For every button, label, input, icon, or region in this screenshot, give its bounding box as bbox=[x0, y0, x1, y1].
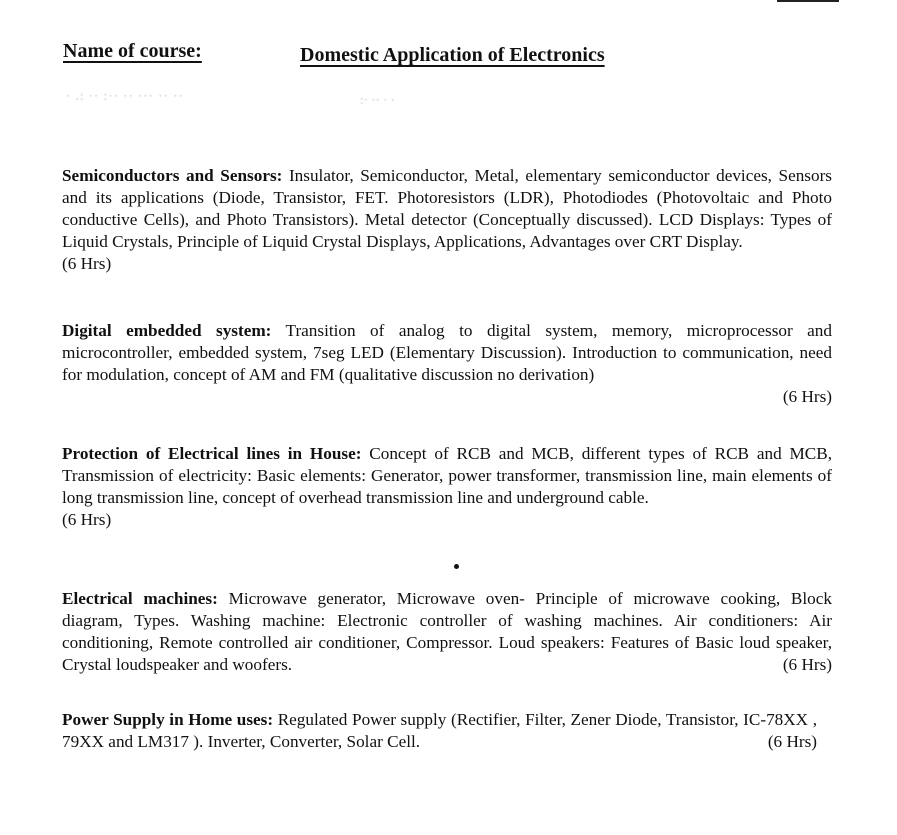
section-hours: (6 Hrs) bbox=[767, 732, 817, 751]
section-body: Transition of analog to digital system, memory, microprocessor and microcontroller, embedded system, 7seg LED (Elementary Discussion). Introduction to communication, need for modulation, concept of AM and FM (qualitative discussion no derivation) bbox=[62, 321, 832, 384]
section-hours: (6 Hrs) bbox=[62, 254, 112, 273]
section-body: Insulator, Semiconductor, Metal, elementary semiconductor devices, Sensors and its applications (Diode, Transistor, FET. Photoresistors (LDR), Photodiodes (Photovoltaic and Photo conductive Cells), and Photo Transistors). Metal detector (Conceptually discussed). LCD Displays: Types of Liquid Crystals, Principle of Liquid Crystal Displays, Applications, Advantages over CRT Display. bbox=[62, 166, 832, 251]
section-power-supply bbox=[62, 709, 817, 753]
section-heading: Protection of Electrical lines in House: bbox=[62, 444, 362, 463]
section-digital-embedded bbox=[62, 320, 832, 408]
section-body: Microwave generator, Microwave oven- Principle of microwave cooking, Block diagram, Types. Washing machine: Electronic controller of washing machines. Air conditioners: Air conditioning, Remote controlled air conditioner, Compressor. Loud speakers: Features of Basic loud speaker, Crystal loudspeaker and woofers. bbox=[62, 589, 832, 674]
section-electrical-machines bbox=[62, 588, 832, 676]
section-hours: (6 Hrs) bbox=[62, 510, 112, 529]
scan-edge-mark bbox=[777, 0, 839, 2]
faded-scan-text: · .: ·· :·· ·· ··· ·· ·· bbox=[66, 88, 184, 103]
section-body: Concept of RCB and MCB, different types of RCB and MCB, Transmission of electricity: Basic elements: Generator, power transformer, transmission line, main elements of long transmission line, concept of overhead transmission line and underground cable. bbox=[62, 444, 832, 507]
section-heading: Electrical machines: bbox=[62, 589, 218, 608]
section-heading: Power Supply in Home uses: bbox=[62, 710, 274, 729]
section-protection bbox=[62, 443, 832, 531]
section-heading: Digital embedded system: bbox=[62, 321, 272, 340]
section-heading: Semiconductors and Sensors: bbox=[62, 166, 283, 185]
section-body: Regulated Power supply (Rectifier, Filter, Zener Diode, Transistor, IC-78XX , 79XX and LM317 ). Inverter, Converter, Solar Cell. bbox=[62, 710, 818, 751]
section-semiconductors bbox=[62, 165, 832, 275]
section-hours: (6 Hrs) bbox=[782, 387, 832, 406]
scan-speck bbox=[454, 564, 459, 569]
course-title: Domestic Application of Electronics bbox=[300, 44, 605, 66]
faded-scan-text-2: :· ·· · · bbox=[360, 92, 396, 107]
section-hours: (6 Hrs) bbox=[782, 655, 832, 674]
course-name-label: Name of course: bbox=[63, 40, 202, 62]
